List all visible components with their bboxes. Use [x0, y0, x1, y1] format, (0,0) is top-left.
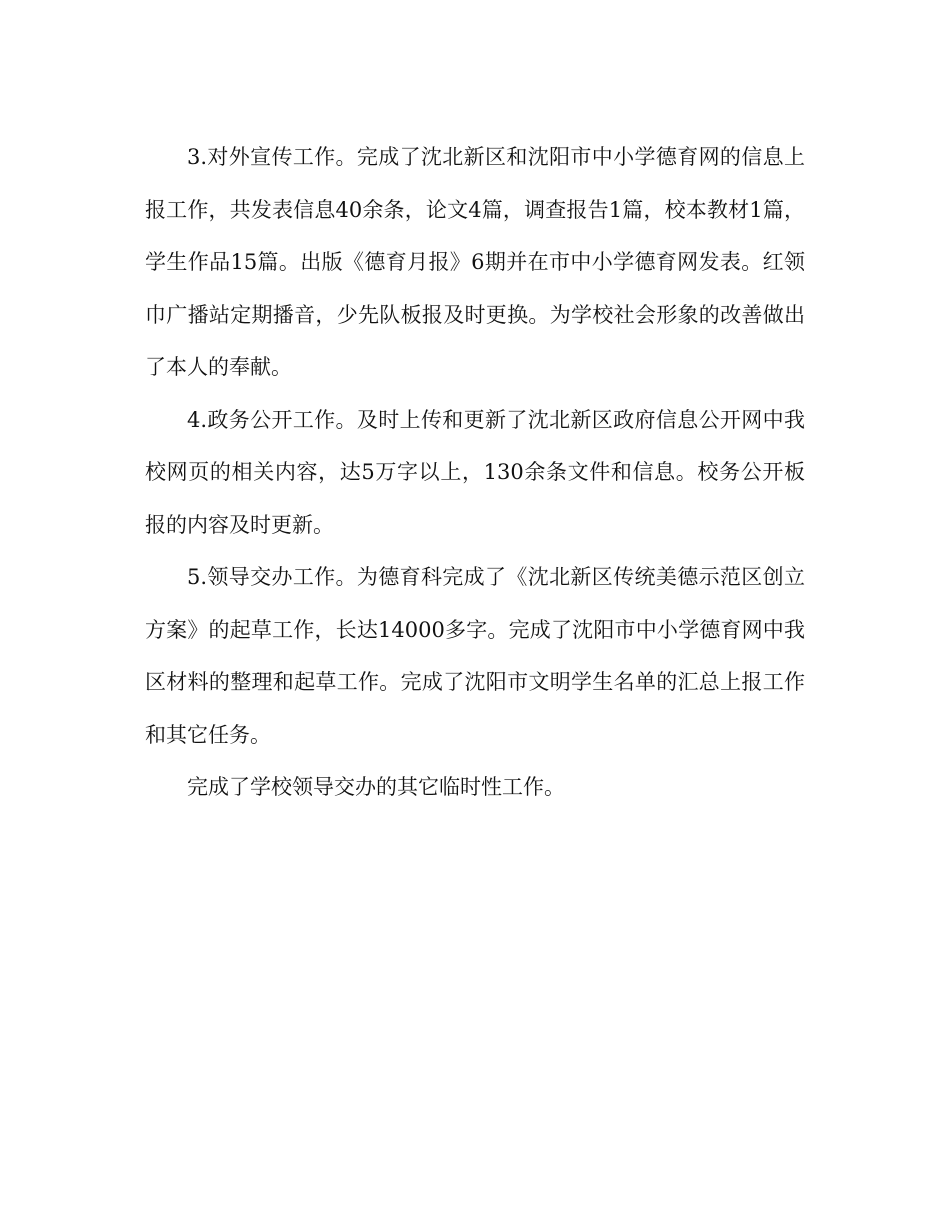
- paragraph-other-work: 完成了学校领导交办的其它临时性工作。: [187, 775, 565, 799]
- paragraph-publicity-work: 3.对外宣传工作。完成了沈北新区和沈阳市中小学德育网的信息上报工作，共发表信息40余条，论文4篇，调查报告1篇，校本教材1篇，学生作品15篇。出版《德育月报》6期并在市中小学德育网发表。红领巾广播站定期播音，少先队板报及时更换。为学校社会形象的改善做出了本人的奉献。: [145, 145, 805, 379]
- paragraph-government-affairs: 4.政务公开工作。及时上传和更新了沈北新区政府信息公开网中我校网页的相关内容，达5万字以上，130余条文件和信息。校务公开板报的内容及时更新。: [145, 407, 805, 537]
- paragraph-assigned-tasks: 5.领导交办工作。为德育科完成了《沈北新区传统美德示范区创立方案》的起草工作，长达14000多字。完成了沈阳市中小学德育网中我区材料的整理和起草工作。完成了沈阳市文明学生名单的汇总上报工作和其它任务。: [145, 565, 805, 747]
- document-body: [145, 131, 805, 814]
